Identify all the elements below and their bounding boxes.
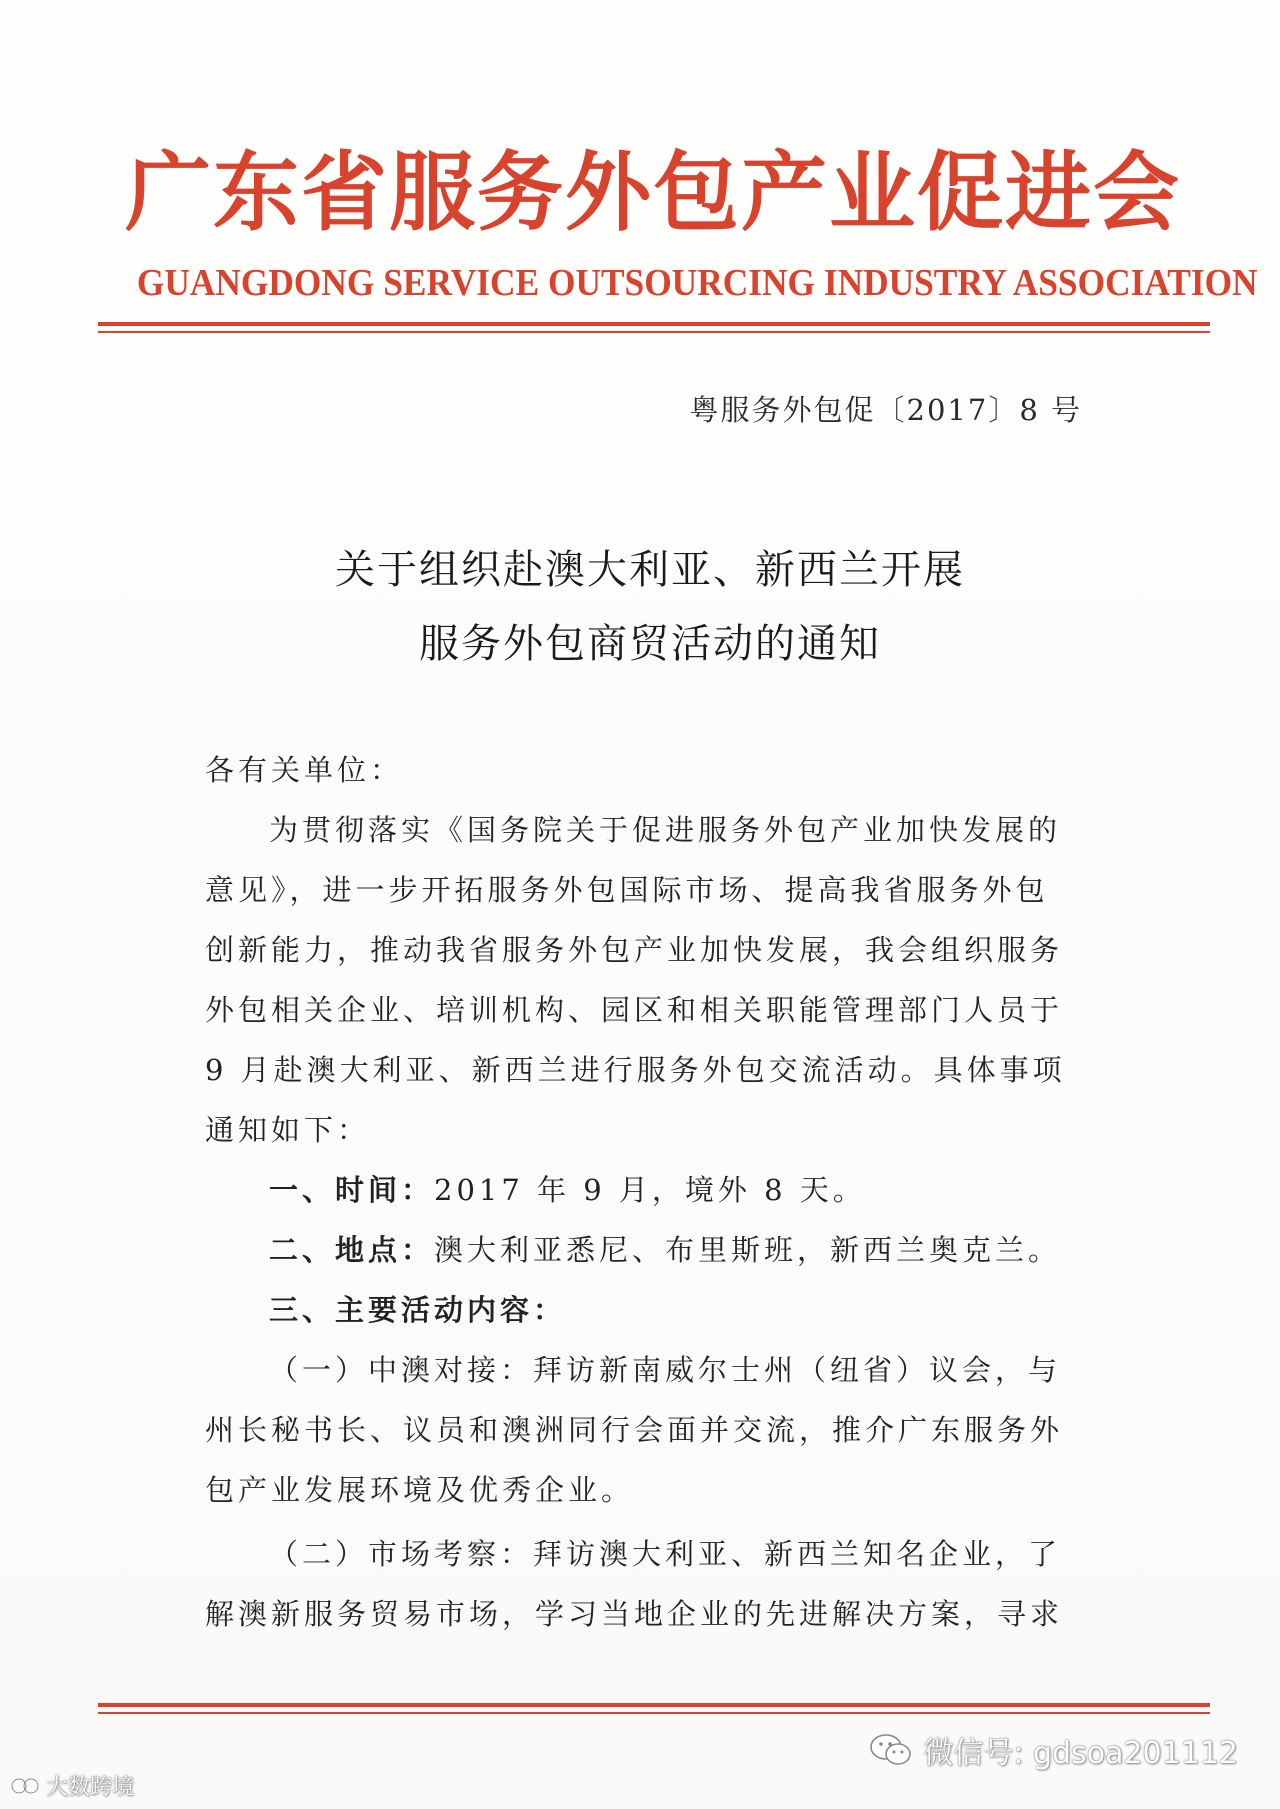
item-time-label: 一、时间： bbox=[269, 1173, 435, 1207]
wechat-account-text: 微信号: gdsoa201112 bbox=[923, 1736, 1238, 1771]
sub-item-2-line: 解澳新服务贸易市场，学习当地企业的先进解决方案，寻求 bbox=[205, 1597, 1064, 1631]
sub-item-1-line: 包产业发展环境及优秀企业。 bbox=[205, 1473, 635, 1507]
item-location-label: 二、地点： bbox=[269, 1233, 435, 1267]
footer-rule-thick bbox=[98, 1703, 1210, 1707]
intro-line: 为贯彻落实《国务院关于促进服务外包产业加快发展的 bbox=[269, 813, 1062, 847]
intro-line: 外包相关企业、培训机构、园区和相关职能管理部门人员于 bbox=[205, 993, 1064, 1027]
item-time bbox=[205, 1160, 1085, 1220]
source-watermark bbox=[10, 1770, 134, 1801]
item-activities bbox=[205, 1280, 1085, 1340]
letterhead-title-cn: 广东省服务外包产业促进会 bbox=[125, 143, 1181, 243]
source-brand-text: 大数跨境 bbox=[46, 1775, 135, 1800]
letterhead-rule-thick bbox=[98, 322, 1210, 326]
intro-line: 9 月赴澳大利亚、新西兰进行服务外包交流活动。具体事项 bbox=[205, 1053, 1066, 1087]
letterhead-title-en: GUANGDONG SERVICE OUTSOURCING INDUSTRY ASSOCIATION bbox=[136, 262, 1258, 304]
footer-rule-thin bbox=[98, 1712, 1210, 1714]
sub-item-1-line: 州长秘书长、议员和澳洲同行会面并交流，推介广东服务外 bbox=[205, 1413, 1064, 1447]
intro-line: 意见》，进一步开拓服务外包国际市场、提高我省服务外包 bbox=[205, 873, 1049, 907]
wechat-watermark bbox=[869, 1728, 1238, 1772]
letterhead-rule-thin bbox=[98, 331, 1210, 333]
sub-item-2-line: （二）市场考察：拜访澳大利亚、新西兰知名企业，了 bbox=[269, 1537, 1062, 1571]
document-number: 粤服务外包促〔2017〕8 号 bbox=[689, 393, 1082, 427]
item-time-text: 2017 年 9 月，境外 8 天。 bbox=[434, 1173, 866, 1207]
intro-line: 通知如下： bbox=[205, 1113, 371, 1147]
item-location bbox=[205, 1220, 1085, 1280]
intro-line: 创新能力，推动我省服务外包产业加快发展，我会组织服务 bbox=[205, 933, 1064, 967]
document-title-line-1: 关于组织赴澳大利亚、新西兰开展 bbox=[335, 547, 965, 593]
brand-logo-icon bbox=[10, 1775, 40, 1797]
item-location-text: 澳大利亚悉尼、布里斯班，新西兰奥克兰。 bbox=[434, 1233, 1062, 1267]
item-activities-label: 三、主要活动内容： bbox=[269, 1293, 567, 1327]
salutation: 各有关单位： bbox=[205, 753, 404, 787]
document-body bbox=[205, 740, 1085, 1644]
document-title-line-2: 服务外包商贸活动的通知 bbox=[419, 621, 881, 667]
wechat-icon bbox=[869, 1733, 913, 1767]
sub-item-1-line: （一）中澳对接：拜访新南威尔士州（纽省）议会，与 bbox=[269, 1353, 1062, 1387]
